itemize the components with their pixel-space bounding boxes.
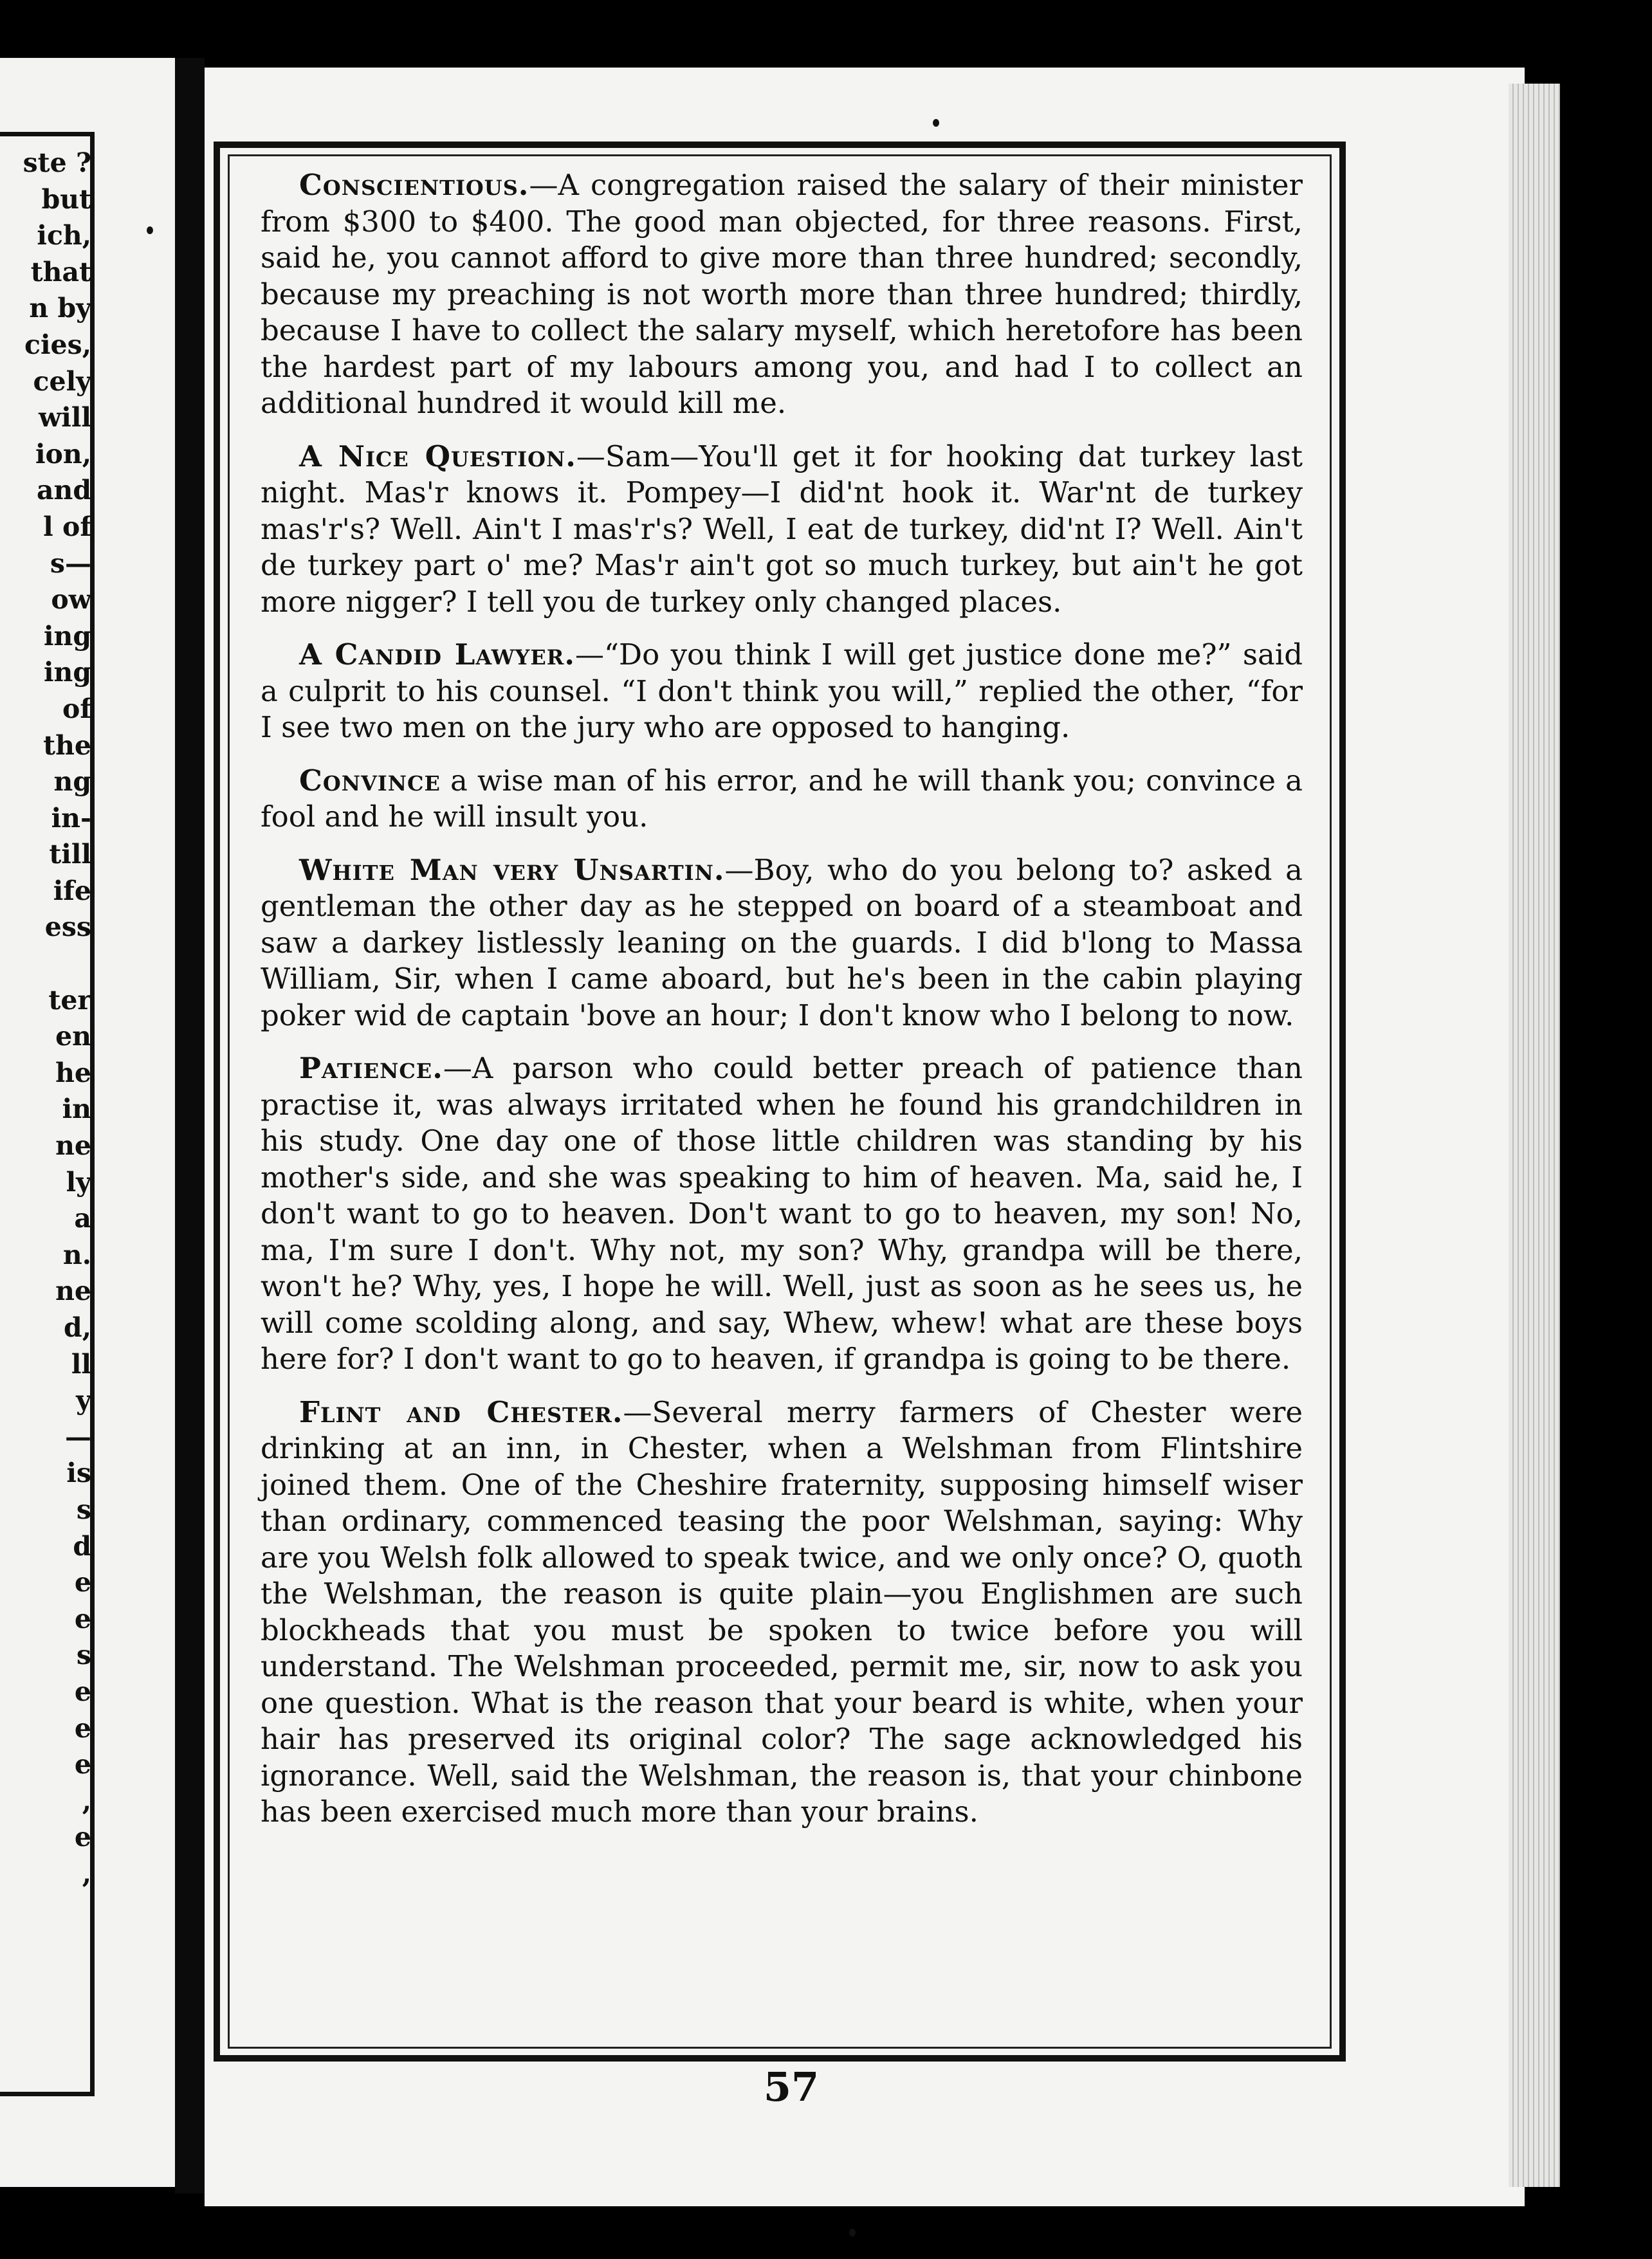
page-text [261,167,1303,1847]
paragraph-patience [261,1050,1303,1378]
paragraph-candid-lawyer [261,637,1303,746]
paragraph-body: —A parson who could better preach of patience than practise it, was always irritated when he found his grandchildren in his study. One day one of those little children was standing by his mother's side, and she was speaking to him of heaven. Ma, said he, I don't want to go to heaven. Don't want to go to heaven, my son! No, ma, I'm sure I don't. Why not, my son? Why, grandpa will be there, won't he? Why, yes, I hope he will. Well, just as soon as he sees us, he will come scolding along, and say, Whew, whew! what are these boys here for? I don't want to go to heaven, if grandpa is going to be there. [261,1051,1303,1376]
left-page-fragment: — [65,1421,91,1452]
paragraph-body: —Sam—You'll get it for hooking dat turkey last night. Mas'r knows it. Pompey—I did'nt hook it. War'nt de turkey mas'r's? Well. Ain't I mas'r's? Well, I eat de turkey, did'nt I? Well. Ain't de turkey part o' me? Mas'r ain't got so much turkey, but ain't he got more nigger? I tell you de turkey only changed places. [261,439,1303,619]
left-page-fragment: that [30,256,91,288]
page-edges [1509,84,1560,2187]
book-spine [175,58,205,2193]
left-page-fragment: n. [62,1239,91,1270]
paragraph-body: —“Do you think I will get justice done me?” said a culprit to his counsel. “I don't think you will,” replied the other, “for I see two men on the jury who are opposed to hanging. [261,637,1303,744]
left-page-fragment: ng [53,766,91,798]
left-page-fragment: a [74,1203,91,1234]
left-page-fragment: , [82,1785,91,1816]
paragraph-convince [261,763,1303,836]
left-page-fragment: ly [66,1166,91,1198]
paragraph-white-man [261,852,1303,1034]
left-page-fragment: he [55,1057,91,1088]
left-page-fragment: but [41,183,91,215]
left-page-text-fragments [6,145,91,1928]
left-page-fragment: en [55,1021,91,1052]
left-page-fragment: y [76,1385,91,1416]
left-page-fragment: ter [48,984,91,1016]
left-page-fragment: ow [51,584,91,616]
left-page-fragment: ich, [37,220,91,252]
left-page-fragment [6,946,91,982]
left-page-fragment: e [74,1822,91,1853]
paragraph-heading: Conscientious. [299,168,529,202]
ink-dot [147,226,153,234]
left-page-fragment: of [62,693,91,724]
left-page-fragment: ing [43,657,91,688]
paragraph-body: —A congregation raised the salary of their minister from $300 to $400. The good man objected, for three reasons. First, said he, you cannot afford to give more than three hundred; secondly, because my preaching is not worth more than three hundred; thirdly, because I have to collect the salary myself, which heretofore has been the hardest part of my labours among you, and had I to collect an additional hundred it would kill me. [261,168,1303,420]
left-page-fragment: e [74,1567,91,1598]
left-page [0,58,175,2187]
left-page-fragment: in [62,1093,91,1125]
left-page-fragment: , [82,1858,91,1889]
paragraph-heading: Patience. [299,1051,443,1085]
left-page-fragment: and [36,475,91,506]
left-page-fragment: till [49,839,91,870]
left-page-fragment: s [76,1494,91,1525]
paragraph-body: a wise man of his error, and he will thank you; convince a fool and he will insult you. [261,763,1303,834]
left-page-fragment: cely [33,365,91,397]
left-page-fragment: e [74,1749,91,1780]
left-page-fragment: e [74,1603,91,1634]
left-page-fragment: is [66,1458,91,1489]
left-page-fragment [6,1892,91,1929]
paragraph-nice-question [261,439,1303,621]
left-page-fragment: e [74,1712,91,1744]
left-page-fragment: d [73,1530,91,1562]
left-page-fragment: ll [71,1348,91,1380]
left-page-fragment: ne [55,1276,91,1307]
ink-dot [933,119,939,127]
left-page-fragment: ess [44,911,91,943]
paragraph-body: —Boy, who do you belong to? asked a gentleman the other day as he stepped on board of a steamboat and saw a darkey listlessly leaning on the guards. I did b'long to Massa William, Sir, when I came aboard, but he's been in the cabin playing poker wid de captain 'bove an hour; I don't know who I belong to now. [261,852,1303,1032]
left-page-fragment: ife [53,875,91,906]
paragraph-heading: Flint and Chester. [299,1395,623,1429]
left-page-fragment: n by [29,293,91,324]
paragraph-heading: A Candid Lawyer. [299,637,576,672]
left-page-fragment: s— [50,547,91,579]
ink-dot [849,2229,856,2236]
left-page-fragment: cies, [24,329,91,360]
left-page-fragment: the [43,729,91,761]
left-page-fragment: in- [51,802,91,834]
paragraph-heading: White Man very Unsartin. [299,852,725,887]
paragraph-conscientious [261,167,1303,422]
paragraph-flint-chester [261,1395,1303,1831]
paragraph-heading: A Nice Question. [299,439,576,473]
page-number: 57 [763,2063,820,2110]
paragraph-heading: Convince [299,763,441,798]
left-page-fragment: s [76,1640,91,1671]
left-page-fragment: ing [43,620,91,652]
left-page-fragment: e [74,1676,91,1707]
left-page-fragment: ne [55,1130,91,1162]
left-page-fragment: ion, [35,438,91,470]
left-page-fragment: ste ? [23,147,91,178]
paragraph-body: —Several merry farmers of Chester were drinking at an inn, in Chester, when a Welshman from Flintshire joined them. One of the Cheshire fraternity, supposing himself wiser than ordinary, commenced teasing the poor Welshman, saying: Why are you Welsh folk allowed to speak twice, and we only once? O, quoth the Welshman, the reason is quite plain—you Englishmen are such blockheads that you must be spoken to twice before you will understand. The Welshman proceeded, permit me, sir, now to ask you one question. What is the reason that your beard is white, when your hair has preserved its original color? The sage acknowledged his ignorance. Well, said the Welshman, the reason is, that your chinbone has been exercised much more than your brains. [261,1395,1303,1829]
left-page-fragment: will [38,402,91,434]
left-page-fragment: d, [64,1312,91,1343]
left-page-fragment: l of [43,511,91,542]
